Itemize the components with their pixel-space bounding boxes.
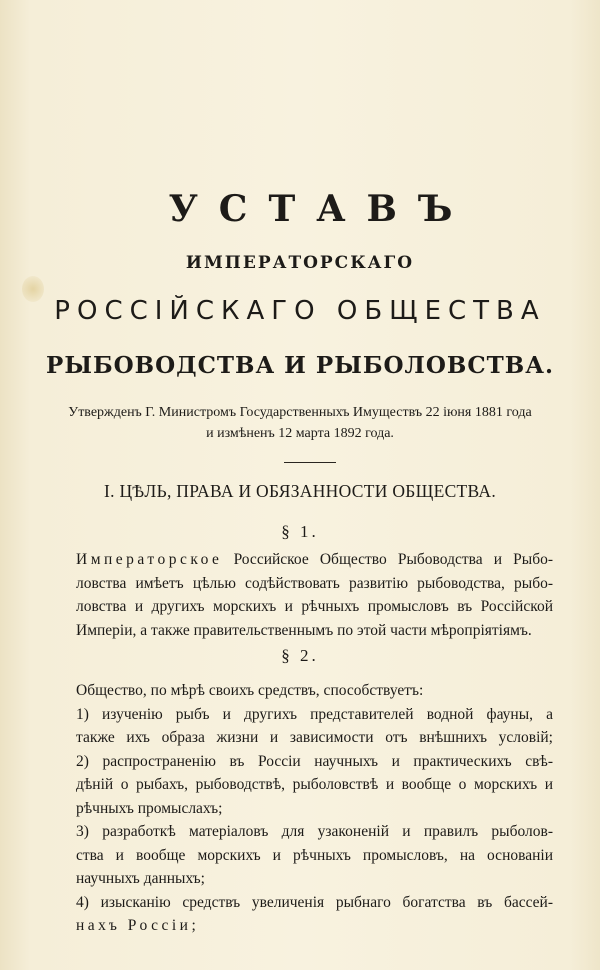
approval-line-2: и измѣненъ 12 марта 1892 года. xyxy=(206,426,394,441)
paragraph-line: дѣній о рыбахъ, рыбоводствѣ, рыболовствѣ и вообще о морскихъ и xyxy=(76,776,553,793)
list-item-1: 1) изученію рыбъ и другихъ представителей водной фауны, а xyxy=(76,705,553,723)
paragraph-line: ловства и другихъ морскихъ и рѣчныхъ промысловъ въ Россійской xyxy=(76,598,553,615)
paragraph-line: Имперіи, а также правительственнымъ по этой части мѣропріятіямъ. xyxy=(76,621,532,639)
approval-note xyxy=(0,402,600,444)
list-item-4: 4) изысканію средствъ увеличенія рыбнаго богатства въ бассей- xyxy=(76,893,553,911)
divider-rule xyxy=(284,462,336,463)
list-item-2: 2) распространенію въ Россіи научныхъ и практическихъ свѣ- xyxy=(76,752,553,770)
paragraph-line: также ихъ образа жизни и зависимости отъ внѣшнихъ условій; xyxy=(76,729,553,746)
document-title: УСТАВЪ xyxy=(168,188,474,230)
section-1-label: § 1. xyxy=(281,522,319,541)
paragraph-line: ловства имѣетъ цѣлью содѣйствовать развитію рыбоводства, рыбо- xyxy=(76,574,553,592)
title-breeding: РЫБОВОДСТВА И РЫБОЛОВСТВА. xyxy=(46,352,554,379)
section-1-lead-word: Императорское xyxy=(76,551,223,568)
list-item-3: 3) разработкѣ матеріаловъ для узаконеній и правилъ рыболов- xyxy=(76,823,553,840)
paragraph-line: ства и вообще морскихъ и рѣчныхъ промысловъ, на основаніи xyxy=(76,846,553,864)
paragraph-line: нахъ Россіи; xyxy=(76,917,200,934)
chapter-heading: I. ЦѢЛЬ, ПРАВА И ОБЯЗАННОСТИ ОБЩЕСТВА. xyxy=(103,481,497,501)
paragraph-line: рѣчныхъ промыслахъ; xyxy=(76,799,223,817)
title-society: РОССІЙСКАГО ОБЩЕСТВА xyxy=(54,296,546,326)
section-2-paragraph xyxy=(76,679,553,938)
section-2-label: § 2. xyxy=(281,646,319,665)
paragraph-line: научныхъ данныхъ; xyxy=(76,870,205,887)
title-imperial: ИМПЕРАТОРСКАГО xyxy=(185,253,415,273)
paragraph-line: Общество, по мѣрѣ своихъ средствъ, способствуетъ: xyxy=(76,682,424,699)
approval-line-1: Утвержденъ Г. Министромъ Государственныхъ Имуществъ 22 іюня 1881 года xyxy=(68,405,532,420)
paragraph-line: Императорское Российское Общество Рыбоводства и Рыбо- xyxy=(76,551,554,568)
section-1-paragraph xyxy=(76,548,553,642)
